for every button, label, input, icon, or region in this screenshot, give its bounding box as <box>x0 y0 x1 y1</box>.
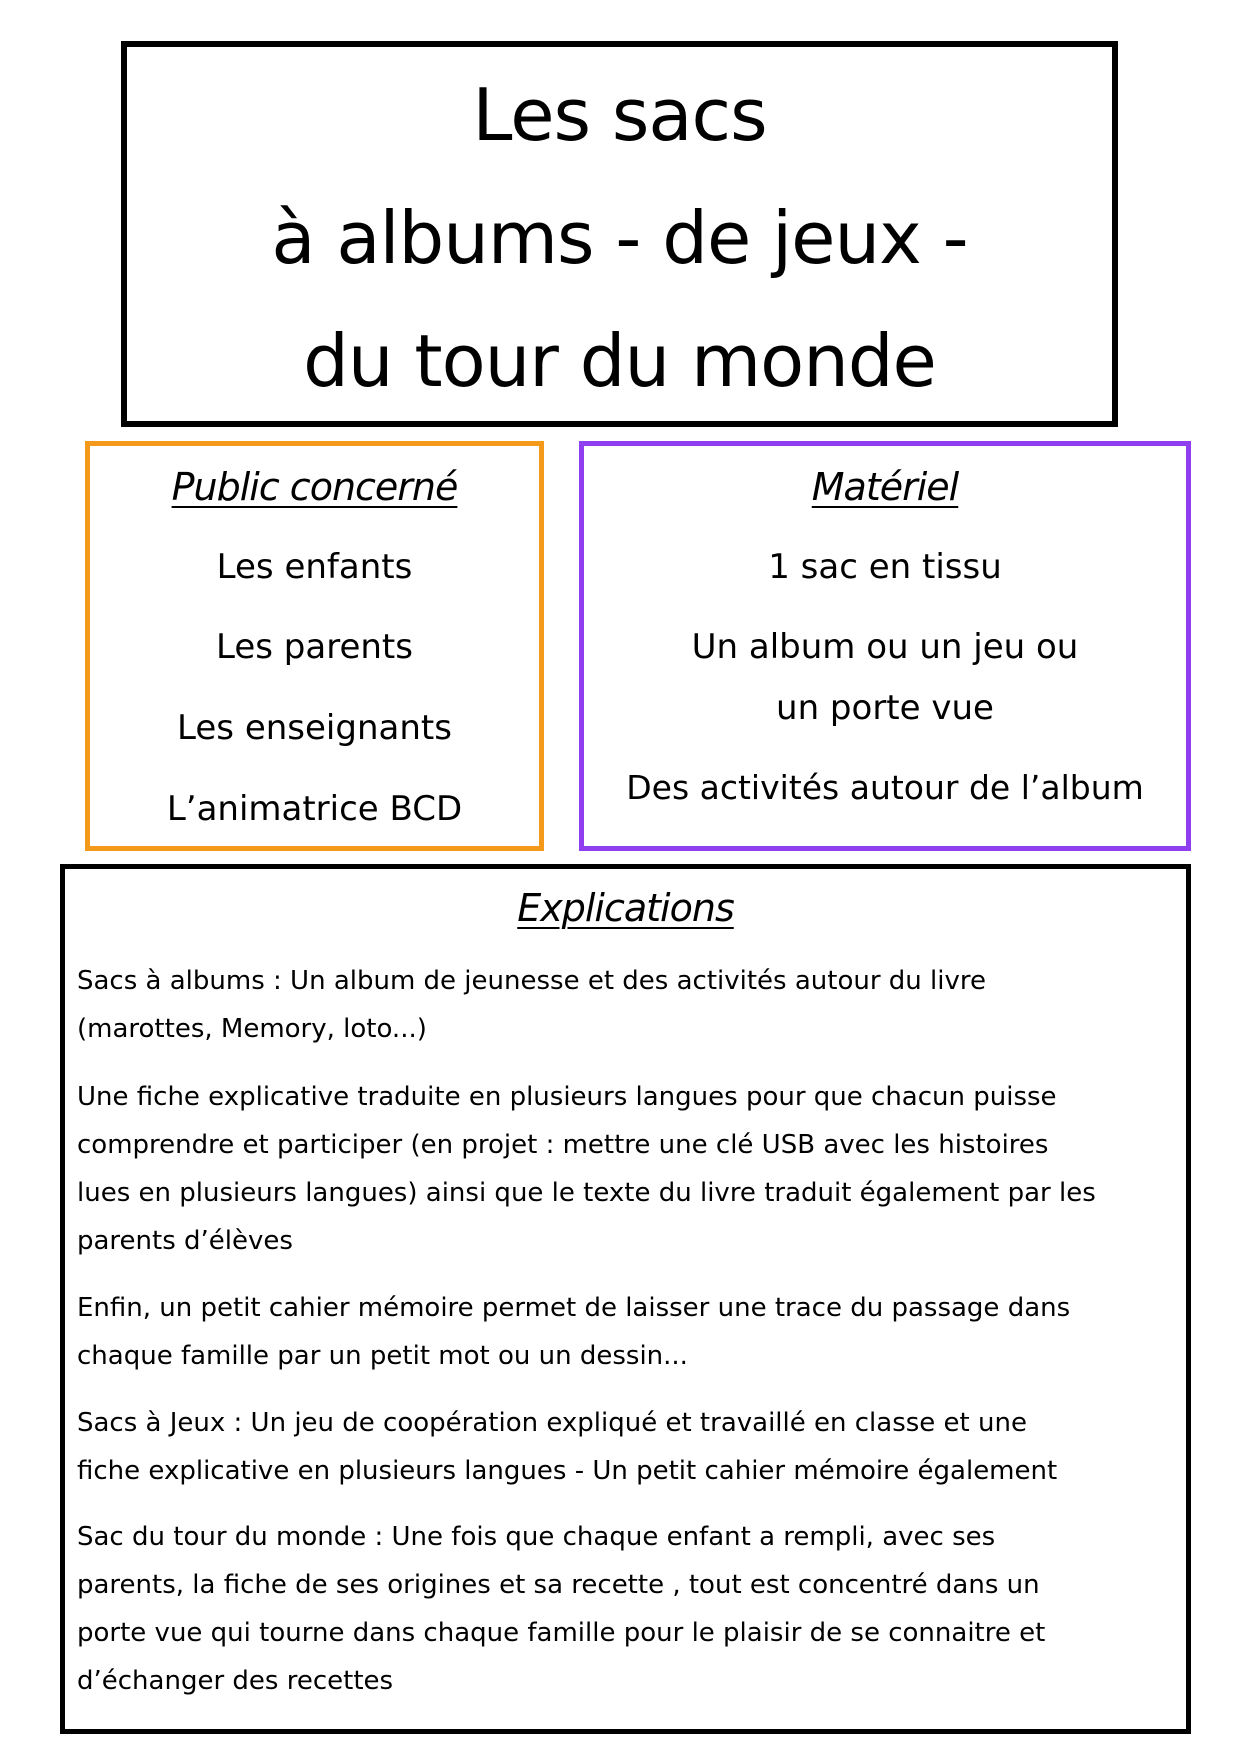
explication-paragraph <box>77 957 1174 1053</box>
public-item: Les enseignants <box>177 708 452 748</box>
materiel-box <box>579 441 1191 851</box>
explication-line: Sacs à albums : Un album de jeunesse et des activités autour du livre <box>77 966 986 996</box>
materiel-item: Des activités autour de l’album <box>626 768 1144 807</box>
public-box <box>85 441 544 851</box>
explication-paragraph <box>77 1399 1174 1495</box>
title-line-2: à albums - de jeux - <box>271 196 968 280</box>
explication-line: Enfin, un petit cahier mémoire permet de laisser une trace du passage dans <box>77 1293 1071 1323</box>
explication-paragraph <box>77 1284 1174 1380</box>
explications-heading: Explications <box>517 886 734 930</box>
explication-line: comprendre et participer (en projet : mettre une clé USB avec les histoires <box>77 1130 1049 1160</box>
title-line-3: du tour du monde <box>303 319 936 403</box>
explication-paragraph <box>77 1513 1174 1705</box>
materiel-heading: Matériel <box>811 465 959 509</box>
explication-line: fiche explicative en plusieurs langues - Un petit cahier mémoire également <box>77 1456 1058 1486</box>
explication-paragraph <box>77 1073 1174 1265</box>
explication-line: (marottes, Memory, loto...) <box>77 1014 427 1044</box>
public-item: Les enfants <box>216 547 413 587</box>
explication-line: Sacs à Jeux : Un jeu de coopération expliqué et travaillé en classe et une <box>77 1408 1027 1438</box>
explication-line: porte vue qui tourne dans chaque famille pour le plaisir de se connaitre et <box>77 1618 1046 1648</box>
explication-line: chaque famille par un petit mot ou un dessin... <box>77 1341 688 1371</box>
explication-line: d’échanger des recettes <box>77 1666 394 1696</box>
public-item: L’animatrice BCD <box>166 789 463 829</box>
materiel-item: 1 sac en tissu <box>768 547 1002 587</box>
materiel-item: Un album ou un jeu ou <box>691 627 1079 667</box>
explications-box <box>60 864 1191 1734</box>
explication-line: Sac du tour du monde : Une fois que chaque enfant a rempli, avec ses <box>77 1522 996 1552</box>
public-heading: Public concerné <box>171 465 458 509</box>
title-line-1: Les sacs <box>472 73 767 157</box>
public-item: Les parents <box>216 627 413 667</box>
title-box <box>121 41 1118 427</box>
materiel-item: un porte vue <box>776 688 994 728</box>
explication-line: Une fiche explicative traduite en plusieurs langues pour que chacun puisse <box>77 1082 1057 1112</box>
explication-line: lues en plusieurs langues) ainsi que le texte du livre traduit également par les <box>77 1178 1096 1208</box>
explication-line: parents, la fiche de ses origines et sa recette , tout est concentré dans un <box>77 1570 1040 1600</box>
explication-line: parents d’élèves <box>77 1226 293 1256</box>
